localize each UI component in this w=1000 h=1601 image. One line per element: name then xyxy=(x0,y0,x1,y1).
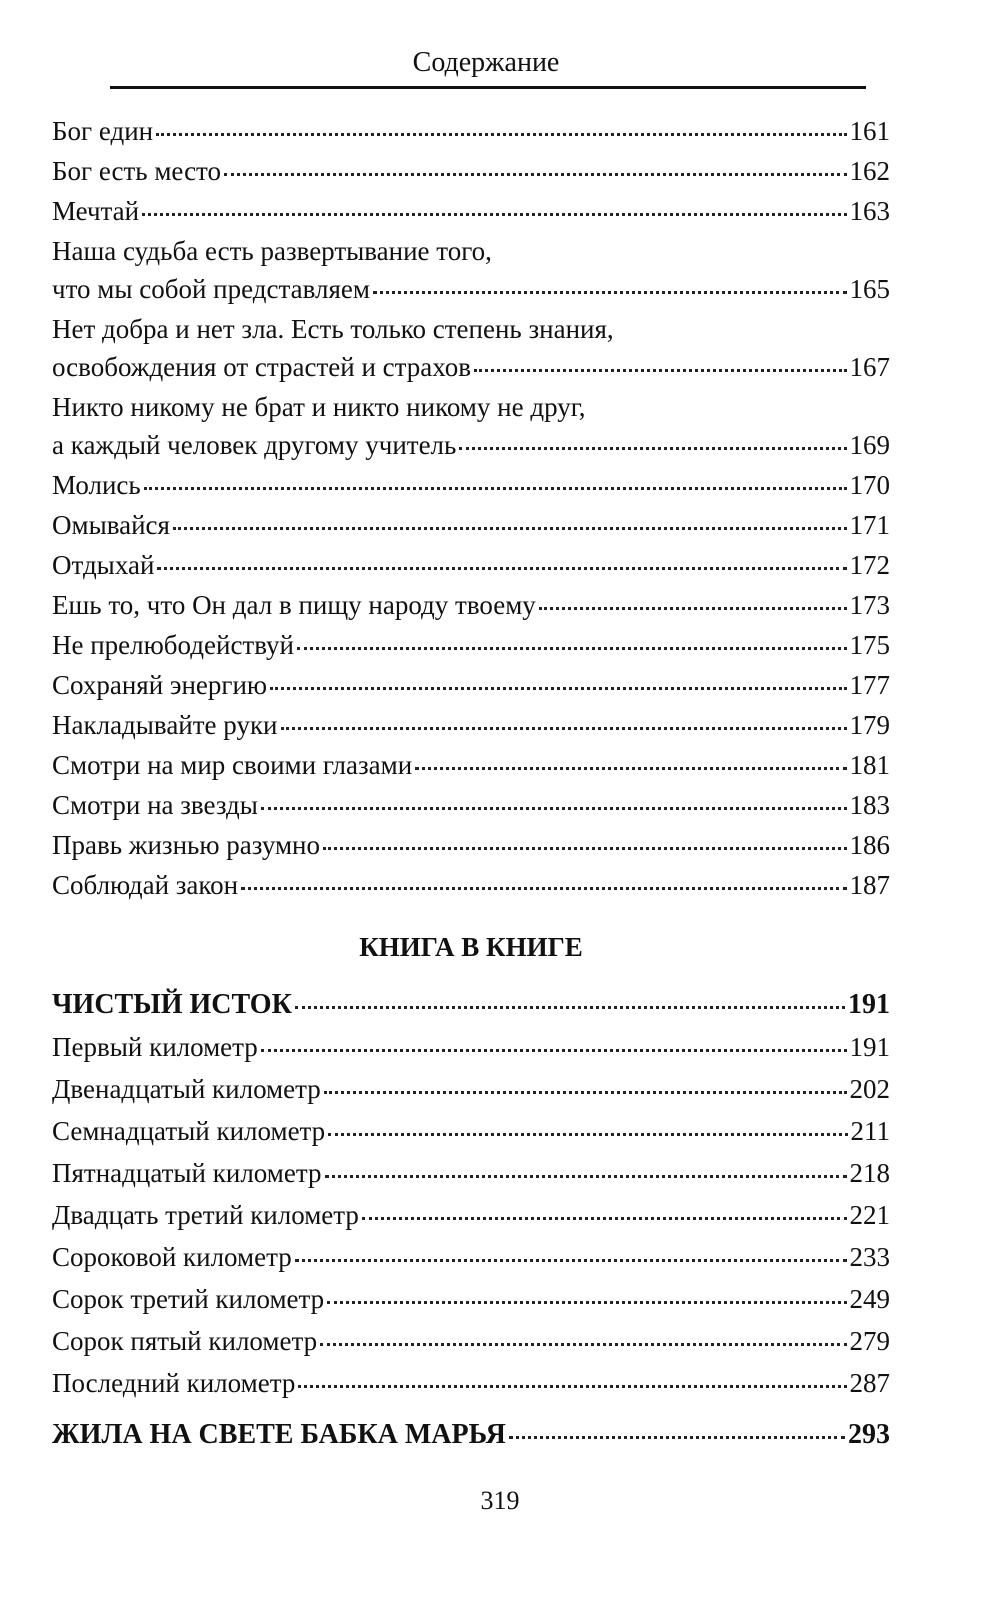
toc-entry-title: Отдыхай xyxy=(52,550,155,580)
dot-leader xyxy=(323,847,846,850)
toc-page-number: 165 xyxy=(849,274,890,304)
toc-page-number: 171 xyxy=(849,510,890,540)
dot-leader xyxy=(325,1175,847,1178)
toc-entry xyxy=(52,786,890,824)
toc-entry xyxy=(52,112,890,150)
toc-page-number: 173 xyxy=(849,590,890,620)
dot-leader xyxy=(298,1385,846,1388)
toc-entry xyxy=(52,192,890,230)
toc-entry-title: Бог есть место xyxy=(52,156,222,186)
toc-entry xyxy=(52,866,890,904)
toc-entry-title: Семнадцатый километр xyxy=(52,1116,326,1146)
toc-entry-title: Сорок пятый километр xyxy=(52,1326,318,1356)
toc-entry-title-line: Нет добра и нет зла. Есть только степень знания, xyxy=(52,314,614,344)
toc-entry-title: Молись xyxy=(52,470,141,500)
toc-entry xyxy=(52,586,890,624)
dot-leader xyxy=(156,133,846,136)
dot-leader xyxy=(474,369,846,372)
toc-page-number: 211 xyxy=(850,1116,890,1146)
toc-page-number: 191 xyxy=(848,989,890,1020)
toc-entry-title: Ешь то, что Он дал в пищу народу твоему xyxy=(52,590,536,620)
toc-entry-title: Смотри на звезды xyxy=(52,790,258,820)
toc-entry-title: Сороковой километр xyxy=(52,1242,292,1272)
toc-entry xyxy=(52,746,890,784)
dot-leader xyxy=(295,1006,845,1009)
toc-page-number: 167 xyxy=(849,352,890,382)
toc-entry-title: Последний километр xyxy=(52,1368,296,1398)
toc-page-number: 293 xyxy=(848,1419,890,1450)
toc-part-entry xyxy=(52,986,890,1024)
toc-entry-title: Правь жизнью разумно xyxy=(52,830,321,860)
toc-entry-title-line: освобождения от страстей и страхов xyxy=(52,352,472,382)
toc-page-number: 287 xyxy=(849,1368,890,1398)
toc-entry-title: Не прелюбодействуй xyxy=(52,630,294,660)
toc-entry-title: Двенадцатый километр xyxy=(52,1074,321,1104)
toc-page-number: 179 xyxy=(849,710,890,740)
toc-entry xyxy=(52,546,890,584)
running-header: Содержание xyxy=(412,47,560,78)
toc-entry-title: Накладывайте руки xyxy=(52,710,278,740)
toc-page-number: 279 xyxy=(849,1326,890,1356)
toc-page-number: 187 xyxy=(849,870,890,900)
dot-leader xyxy=(270,687,846,690)
toc-entry xyxy=(52,826,890,864)
toc-page-number: 177 xyxy=(849,670,890,700)
spacer xyxy=(52,1406,890,1416)
toc-page-number: 181 xyxy=(849,750,890,780)
toc-entry xyxy=(52,1112,890,1150)
dot-leader xyxy=(281,727,847,730)
toc-entry xyxy=(52,1070,890,1108)
dot-leader xyxy=(328,1133,847,1136)
dot-leader xyxy=(144,487,847,490)
toc-entry-title: Первый километр xyxy=(52,1032,258,1062)
toc-part-title: ЖИЛА НА СВЕТЕ БАБКА МАРЬЯ xyxy=(52,1419,506,1450)
header-rule xyxy=(110,86,866,89)
toc-entry xyxy=(52,1322,890,1360)
toc-entry xyxy=(52,1280,890,1318)
toc-page-number: 163 xyxy=(849,196,890,226)
toc-entry-title: Омывайся xyxy=(52,510,170,540)
dot-leader xyxy=(173,527,847,530)
table-of-contents xyxy=(52,112,890,1458)
dot-leader xyxy=(415,767,846,770)
toc-page-number: 191 xyxy=(849,1032,890,1062)
toc-entry xyxy=(52,626,890,664)
toc-entry xyxy=(52,506,890,544)
dot-leader xyxy=(327,1301,846,1304)
dot-leader xyxy=(261,1049,847,1052)
dot-leader xyxy=(509,1436,845,1439)
toc-entry xyxy=(52,1028,890,1066)
toc-part-title: ЧИСТЫЙ ИСТОК xyxy=(52,989,292,1020)
toc-page-number: 233 xyxy=(849,1242,890,1272)
toc-page-number: 221 xyxy=(849,1200,890,1230)
toc-entry-title: Соблюдай закон xyxy=(52,870,239,900)
toc-entry-title: Сорок третий километр xyxy=(52,1284,325,1314)
toc-entry xyxy=(52,1238,890,1276)
toc-page-number: 170 xyxy=(849,470,890,500)
dot-leader xyxy=(295,1259,847,1262)
dot-leader xyxy=(320,1343,846,1346)
dot-leader xyxy=(157,567,846,570)
toc-part-entry xyxy=(52,1416,890,1454)
toc-entry-title: Двадцать третий километр xyxy=(52,1200,359,1230)
dot-leader xyxy=(373,291,847,294)
dot-leader xyxy=(539,607,847,610)
toc-entry-title-line: а каждый человек другому учитель xyxy=(52,430,457,460)
dot-leader xyxy=(142,213,846,216)
toc-entry-title-line: Наша судьба есть развертывание того, xyxy=(52,236,492,266)
toc-entry xyxy=(52,232,890,308)
toc-entry-title: Смотри на мир своими глазами xyxy=(52,750,413,780)
toc-entry-title-line: что мы собой представляем xyxy=(52,274,370,304)
toc-entry-title: Бог един xyxy=(52,116,154,146)
toc-entry xyxy=(52,1154,890,1192)
toc-page-number: 169 xyxy=(849,430,890,460)
toc-entry xyxy=(52,666,890,704)
section-heading: КНИГА В КНИГЕ xyxy=(359,932,583,962)
toc-page-number: 218 xyxy=(849,1158,890,1188)
dot-leader xyxy=(241,887,846,890)
toc-page-number: 175 xyxy=(849,630,890,660)
toc-entry-title: Сохраняй энергию xyxy=(52,670,268,700)
toc-page-number: 202 xyxy=(849,1074,890,1104)
dot-leader xyxy=(261,807,847,810)
toc-page-number: 162 xyxy=(849,156,890,186)
toc-entry-title: Мечтай xyxy=(52,196,140,226)
toc-entry-title: Пятнадцатый километр xyxy=(52,1158,322,1188)
toc-page-number: 183 xyxy=(849,790,890,820)
toc-entry xyxy=(52,1364,890,1402)
toc-entry-title-line: Никто никому не брат и никто никому не друг, xyxy=(52,392,586,422)
toc-entry xyxy=(52,706,890,744)
toc-entry xyxy=(52,152,890,190)
dot-leader xyxy=(324,1091,847,1094)
toc-page-number: 161 xyxy=(849,116,890,146)
toc-entry xyxy=(52,1196,890,1234)
dot-leader xyxy=(224,173,846,176)
toc-entry xyxy=(52,466,890,504)
dot-leader xyxy=(362,1217,847,1220)
toc-page-number: 186 xyxy=(849,830,890,860)
toc-entry xyxy=(52,388,890,464)
page-number: 319 xyxy=(480,1486,520,1515)
dot-leader xyxy=(459,447,846,450)
dot-leader xyxy=(297,647,847,650)
toc-entry xyxy=(52,310,890,386)
toc-page-number: 249 xyxy=(849,1284,890,1314)
toc-page-number: 172 xyxy=(849,550,890,580)
